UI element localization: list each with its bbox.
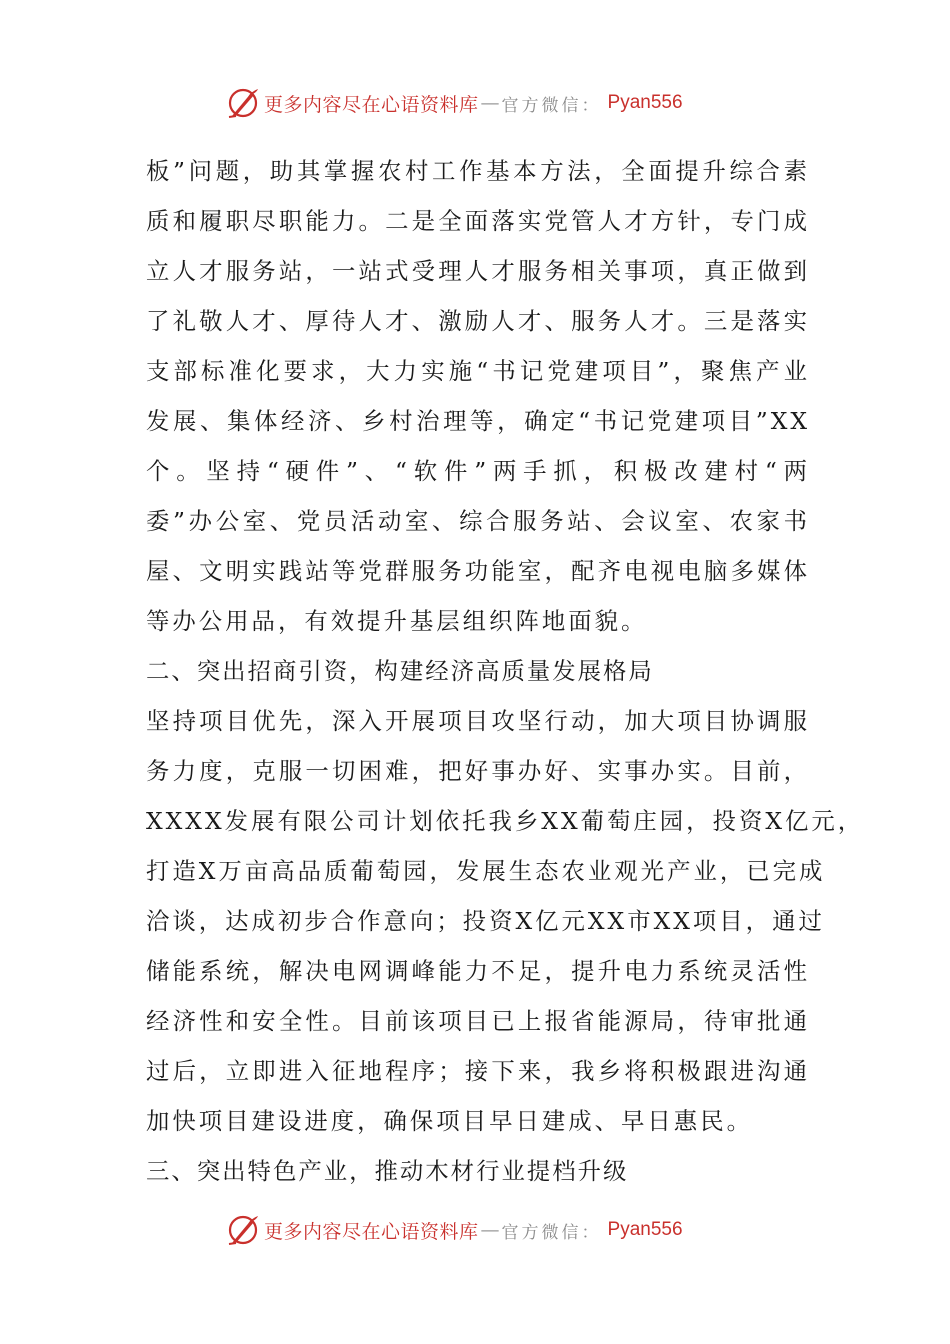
section-heading: 三、突出特色产业，推动木材行业提档升级 <box>146 1157 629 1185</box>
document-body <box>146 146 865 1196</box>
quill-logo-icon <box>226 86 260 120</box>
body-line: 板”问题，助其掌握农村工作基本方法，全面提升综合素 <box>146 157 810 185</box>
banner-wechat-label: 官方微信： <box>501 1222 602 1243</box>
section-heading: 二、突出招商引资，构建经济高质量发展格局 <box>146 657 654 685</box>
body-line: 委”办公室、党员活动室、综合服务站、会议室、农家书 <box>146 507 810 535</box>
banner-dash: — <box>480 92 498 114</box>
body-line: 务力度，克服一切困难，把好事办好、实事办实。目前， <box>146 757 810 785</box>
body-line: XXXX发展有限公司计划依托我乡XX葡萄庄园，投资X亿元， <box>146 807 865 835</box>
body-line: 等办公用品，有效提升基层组织阵地面貌。 <box>146 607 648 635</box>
body-line: 洽谈，达成初步合作意向；投资X亿元XX市XX项目，通过 <box>146 907 825 935</box>
banner-wechat-label: 官方微信： <box>501 95 602 116</box>
body-line: 质和履职尽职能力。二是全面落实党管人才方针，专门成 <box>146 207 810 235</box>
body-line: 坚持项目优先，深入开展项目攻坚行动，加大项目协调服 <box>146 707 810 735</box>
banner-wechat-id: Pyan556 <box>607 1219 683 1240</box>
body-line: 立人才服务站，一站式受理人才服务相关事项，真正做到 <box>146 257 810 285</box>
footer-banner <box>226 1210 726 1250</box>
banner-wechat-id: Pyan556 <box>607 92 683 113</box>
quill-logo-icon <box>226 1213 260 1247</box>
body-line: 了礼敬人才、厚待人才、激励人才、服务人才。三是落实 <box>146 307 810 335</box>
banner-dash: — <box>480 1219 498 1241</box>
body-line: 支部标准化要求，大力实施“书记党建项目”，聚焦产业 <box>146 357 810 385</box>
banner-site-text: 更多内容尽在心语资料库 <box>264 1220 479 1243</box>
body-line: 打造X万亩高品质葡萄园，发展生态农业观光产业，已完成 <box>146 857 826 885</box>
body-line: 发展、集体经济、乡村治理等，确定“书记党建项目”XX <box>146 407 810 435</box>
body-line: 个。坚持“硬件”、“软件”两手抓，积极改建村“两 <box>146 457 810 485</box>
body-line: 经济性和安全性。目前该项目已上报省能源局，待审批通 <box>146 1007 810 1035</box>
header-banner <box>226 83 726 123</box>
body-line: 屋、文明实践站等党群服务功能室，配齐电视电脑多媒体 <box>146 557 810 585</box>
body-line: 加快项目建设进度，确保项目早日建成、早日惠民。 <box>146 1107 753 1135</box>
banner-site-text: 更多内容尽在心语资料库 <box>264 93 479 116</box>
body-line: 过后，立即进入征地程序；接下来，我乡将积极跟进沟通 <box>146 1057 810 1085</box>
body-line: 储能系统，解决电网调峰能力不足，提升电力系统灵活性 <box>146 957 810 985</box>
